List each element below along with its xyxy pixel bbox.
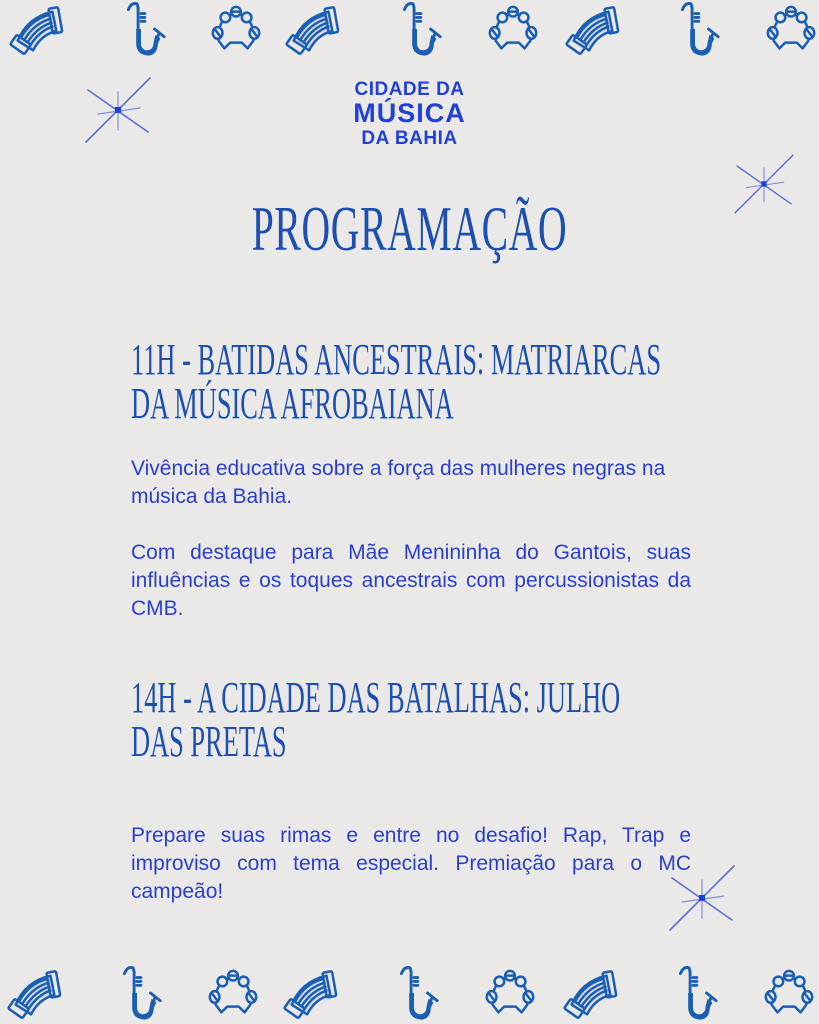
event-1-title-line-2: DA MÚSICA AFROBAIANA <box>131 379 454 428</box>
tambourine-icon <box>762 2 819 60</box>
saxophone-icon <box>108 964 166 1022</box>
sparkle-star-icon <box>728 148 800 220</box>
logo-line-2: MÚSICA <box>353 98 466 128</box>
cidade-da-musica-logo <box>0 80 819 148</box>
event-1-paragraph-1: Vivência educativa sobre a força das mulheres negras na música da Bahia. <box>131 457 666 508</box>
tambourine-icon <box>484 2 542 60</box>
accordion-icon <box>6 966 64 1024</box>
page-title: PROGRAMAÇÃO <box>251 193 568 264</box>
event-2-title <box>131 673 692 766</box>
event-1-title <box>131 335 692 428</box>
top-icon-border <box>0 0 819 60</box>
event-1-paragraph-2: Com destaque para Mãe Menininha do Gantois, suas influências e os toques ancestrais com percussionistas da CMB. <box>131 541 691 620</box>
tambourine-icon <box>760 966 818 1024</box>
saxophone-icon <box>112 0 170 58</box>
bottom-icon-border <box>0 962 819 1022</box>
saxophone-icon <box>664 964 722 1022</box>
event-2-title-line-1: 14H - A CIDADE DAS BATALHAS: JULHO <box>131 673 621 722</box>
logo-line-3: DA BAHIA <box>361 128 458 149</box>
saxophone-icon <box>388 0 446 58</box>
saxophone-icon <box>666 0 724 58</box>
event-1-title-line-1: 11H - BATIDAS ANCESTRAIS: MATRIARCAS <box>131 335 662 384</box>
event-2-description <box>131 822 691 906</box>
accordion-icon <box>564 2 622 60</box>
tambourine-icon <box>207 2 265 60</box>
accordion-icon <box>282 966 340 1024</box>
event-2-paragraph-1: Prepare suas rimas e entre no desafio! Rap, Trap e improviso com tema especial. Premiação para o MC campeão! <box>131 824 691 903</box>
tambourine-icon <box>481 966 539 1024</box>
accordion-icon <box>8 2 66 60</box>
event-2-title-line-2: DAS PRETAS <box>131 717 287 766</box>
accordion-icon <box>562 966 620 1024</box>
logo-line-1: CIDADE DA <box>354 79 465 100</box>
event-1-description <box>131 455 691 623</box>
saxophone-icon <box>385 964 443 1022</box>
accordion-icon <box>284 2 342 60</box>
tambourine-icon <box>204 966 262 1024</box>
